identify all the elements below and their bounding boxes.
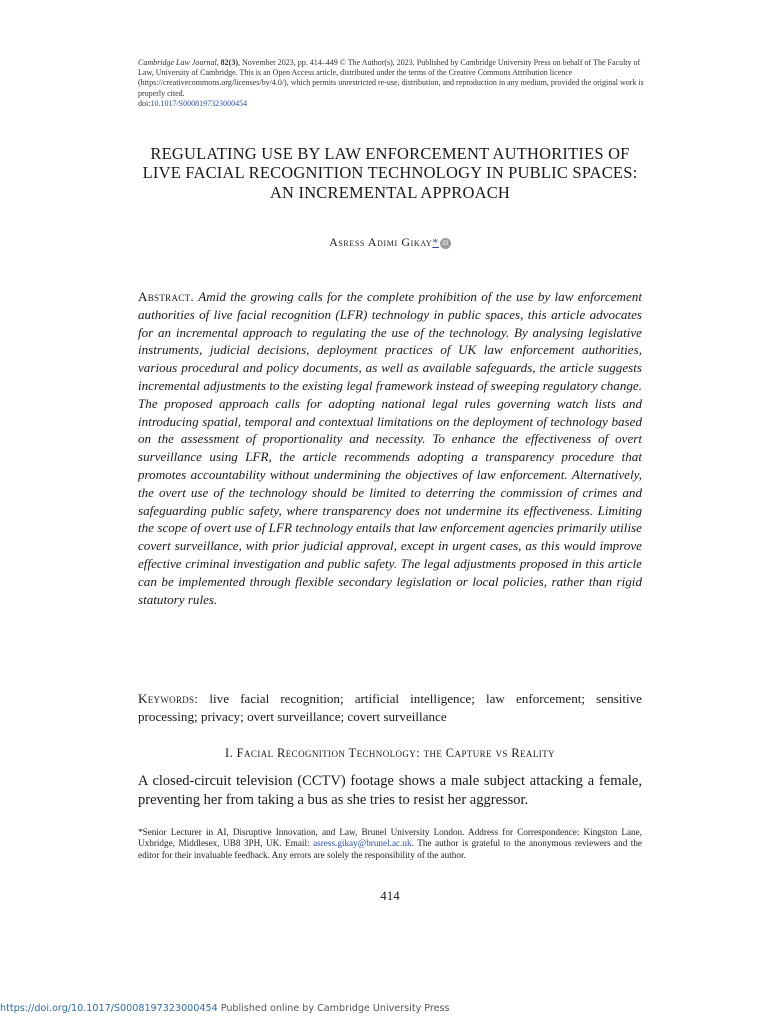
keywords (138, 690, 642, 726)
author-footnote (138, 827, 642, 861)
section-heading: I. Facial Recognition Technology: the Capture vs Reality (225, 746, 555, 760)
journal-name: Cambridge Law Journal (138, 58, 217, 67)
doi-link[interactable]: 10.1017/S0008197323000454 (150, 98, 248, 108)
abstract-text: Amid the growing calls for the complete prohibition of the use by law enforcement authorities of live facial recognition (LFR) technology in public spaces, this article advocates for an incremental approach to regulating the use of the technology. By analysing legislative instruments, judicial decisions, deployment practices of UK law enforcement authorities, various procedural and policy documents, as well as available safeguards, the article suggests incremental adjustments to the existing legal framework instead of sweeping regulatory change. The proposed approach calls for adopting national legal rules governing watch lists and introducing spatial, temporal and contextual limitations on the deployment of technology based on the assessment of proportionality and necessity. To enhance the effectiveness of overt surveillance using LFR, the article recommends adopting a transparency procedure that promotes accountability without undermining the objectives of law enforcement. Alternatively, the overt use of the technology should be limited to deterring the commission of crimes and safeguarding public safety, where transparency does not undermine its effectiveness. Limiting the scope of overt use of LFR technology entails that law enforcement agencies primarily utilise covert surveillance, with prior judicial approval, except in urgent cases, as this would improve effective criminal investigation and public safety. The legal adjustments proposed in this article can be implemented through flexible secondary legislation or local policies, rather than rigid statutory rules. (138, 289, 642, 607)
article-title: REGULATING USE BY LAW ENFORCEMENT AUTHORITIES OF LIVE FACIAL RECOGNITION TECHNOLOGY IN PUBLIC SPACES: AN INCREMENTAL APPROACH (142, 144, 638, 202)
abstract (138, 288, 642, 608)
publication-bar (0, 1003, 540, 1014)
doi-prefix: doi: (138, 98, 151, 108)
keywords-label: Keywords: (138, 691, 199, 706)
citation-block: Cambridge Law Journal, 82(3), November 2023, pp. 414–449 © The Author(s), 2023. Published by Cambridge University Press on behalf of The Faculty of Law, University of Cambridge. This is an Open Access article, distributed under the terms of the Creative Commons Attribution licence (https://creativecommons.org/licenses/by/4.0/), which permits unrestricted re-use, distribution, and reproduction in any medium, provided the original work is properly cited. doi:10.1017/S0008197323000454 (138, 58, 644, 108)
keywords-text: live facial recognition; artificial intelligence; law enforcement; sensitive processing; privacy; overt surveillance; covert surveillance (138, 691, 642, 724)
orcid-icon[interactable]: iD (440, 238, 451, 249)
page-number: 414 (380, 888, 400, 903)
volume-issue: 82(3) (220, 58, 238, 67)
citation-details: , November 2023, pp. 414–449 © The Author(s), 2023. Published by Cambridge University Press on behalf of The Faculty of Law, University of Cambridge. This is an Open Access article, distributed under the terms of the Creative Commons Attribution licence (https://creativecommons.org/licenses/by/4.0/), which permits unrestricted re-use, distribution, and reproduction in any medium, provided the original work is properly cited. (138, 58, 644, 98)
footnote-text: *Senior Lecturer in AI, Disruptive Innovation, and Law, Brunel University London. Address for Correspondence: Kingston Lane, Uxbridge, Middlesex, UB8 3PH, UK. Email: (138, 827, 642, 849)
author-footnote-marker[interactable]: * (432, 235, 439, 249)
bottom-doi-link[interactable]: https://doi.org/10.1017/S0008197323000454 (0, 1003, 218, 1014)
author-name: Asress Adimi Gikay (329, 235, 433, 249)
abstract-label: Abstract. (138, 289, 194, 304)
published-online-text: Published online by Cambridge University Press (217, 1003, 450, 1014)
author-email-link[interactable]: asress.gikay@brunel.ac.uk (313, 838, 412, 849)
section-body-text: A closed-circuit television (CCTV) footage shows a male subject attacking a female, preventing her from taking a bus as she tries to resist her aggressor. (138, 773, 642, 808)
author-line (138, 235, 642, 250)
footnote-text-end: . The author is grateful to the anonymous reviewers and the editor for their invaluable feedback. Any errors are solely the responsibility of the author. (138, 838, 643, 860)
